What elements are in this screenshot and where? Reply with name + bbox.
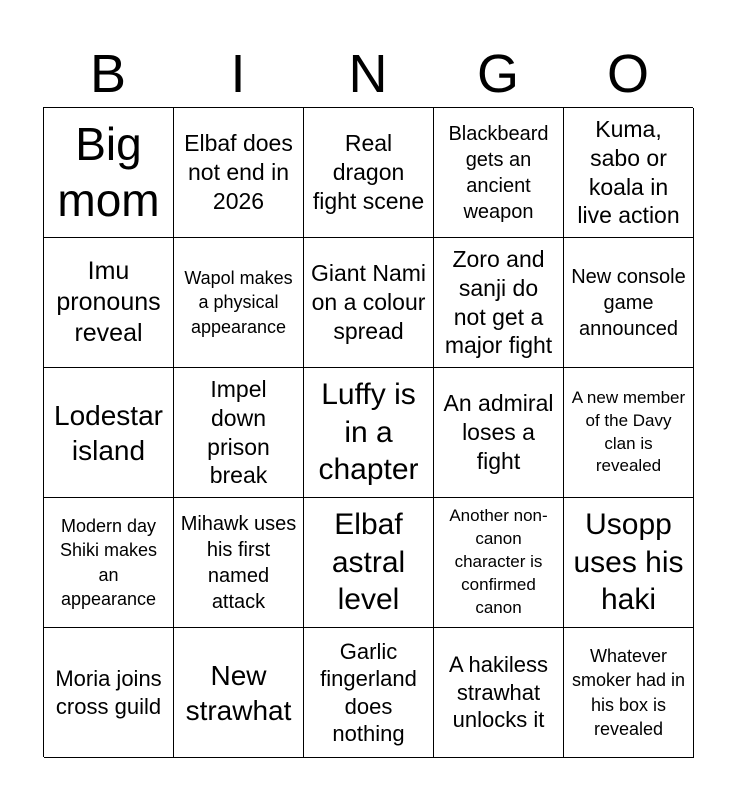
cell-text: New strawhat xyxy=(185,659,292,726)
bingo-cell[interactable] xyxy=(44,238,174,368)
cell-text: A hakiless strawhat unlocks it xyxy=(448,652,549,733)
header-letter-o: O xyxy=(606,44,649,104)
cell-text: A new member of the Davy clan is revealed xyxy=(571,387,686,476)
cell-text: Elbaf astral level xyxy=(331,508,406,617)
bingo-cell[interactable] xyxy=(304,108,434,238)
cell-text: Real dragon fight scene xyxy=(312,130,425,214)
bingo-cell[interactable] xyxy=(304,628,434,758)
bingo-cell[interactable] xyxy=(174,628,304,758)
cell-text: Imu pronouns reveal xyxy=(56,256,161,348)
cell-text: Blackbeard gets an ancient weapon xyxy=(448,122,549,223)
bingo-cell[interactable] xyxy=(44,498,174,628)
header-letter-b: B xyxy=(89,44,127,104)
bingo-header xyxy=(43,40,693,108)
cell-text: Luffy is in a chapter xyxy=(318,378,419,487)
bingo-cell[interactable] xyxy=(44,108,174,238)
bingo-cell[interactable] xyxy=(564,368,694,498)
bingo-cell[interactable] xyxy=(564,498,694,628)
bingo-cell[interactable] xyxy=(174,498,304,628)
cell-text: An admiral loses a fight xyxy=(443,390,554,474)
bingo-cell[interactable] xyxy=(434,238,564,368)
bingo-cell[interactable] xyxy=(174,368,304,498)
cell-text: New console game announced xyxy=(571,265,686,340)
cell-text: Lodestar island xyxy=(54,399,163,466)
cell-text: Modern day Shiki makes an appearance xyxy=(59,515,158,609)
bingo-cell[interactable] xyxy=(304,368,434,498)
cell-text: Kuma, sabo or koala in live action xyxy=(577,116,680,229)
bingo-cell[interactable] xyxy=(44,628,174,758)
cell-text: Impel down prison break xyxy=(207,376,270,489)
bingo-grid xyxy=(43,107,693,757)
header-letter-i: I xyxy=(230,44,246,104)
cell-text: Wapol makes a physical appearance xyxy=(184,268,293,337)
bingo-cell[interactable] xyxy=(304,238,434,368)
cell-text: Elbaf does not end in 2026 xyxy=(184,130,293,214)
cell-text: Usopp uses his haki xyxy=(573,508,684,617)
bingo-cell[interactable] xyxy=(434,498,564,628)
header-letter-n: N xyxy=(348,44,388,104)
bingo-cell[interactable] xyxy=(564,238,694,368)
cell-text: Whatever smoker had in his box is revealed xyxy=(571,645,686,739)
bingo-cell[interactable] xyxy=(174,238,304,368)
cell-text: Moria joins cross guild xyxy=(55,666,162,719)
bingo-cell[interactable] xyxy=(44,368,174,498)
cell-text: Big mom xyxy=(57,118,160,226)
cell-text: Another non-canon character is confirmed canon xyxy=(449,506,548,617)
bingo-cell[interactable] xyxy=(564,628,694,758)
cell-text: Giant Nami on a colour spread xyxy=(310,260,427,344)
bingo-cell[interactable] xyxy=(434,108,564,238)
cell-text: Garlic fingerland does nothing xyxy=(320,638,417,746)
cell-text: Zoro and sanji do not get a major fight xyxy=(444,246,553,359)
cell-text: Mihawk uses his first named attack xyxy=(180,512,297,613)
bingo-cell[interactable] xyxy=(304,498,434,628)
bingo-cell[interactable] xyxy=(174,108,304,238)
bingo-cell[interactable] xyxy=(564,108,694,238)
header-letter-g: G xyxy=(476,44,519,104)
bingo-cell[interactable] xyxy=(434,368,564,498)
bingo-cell[interactable] xyxy=(434,628,564,758)
